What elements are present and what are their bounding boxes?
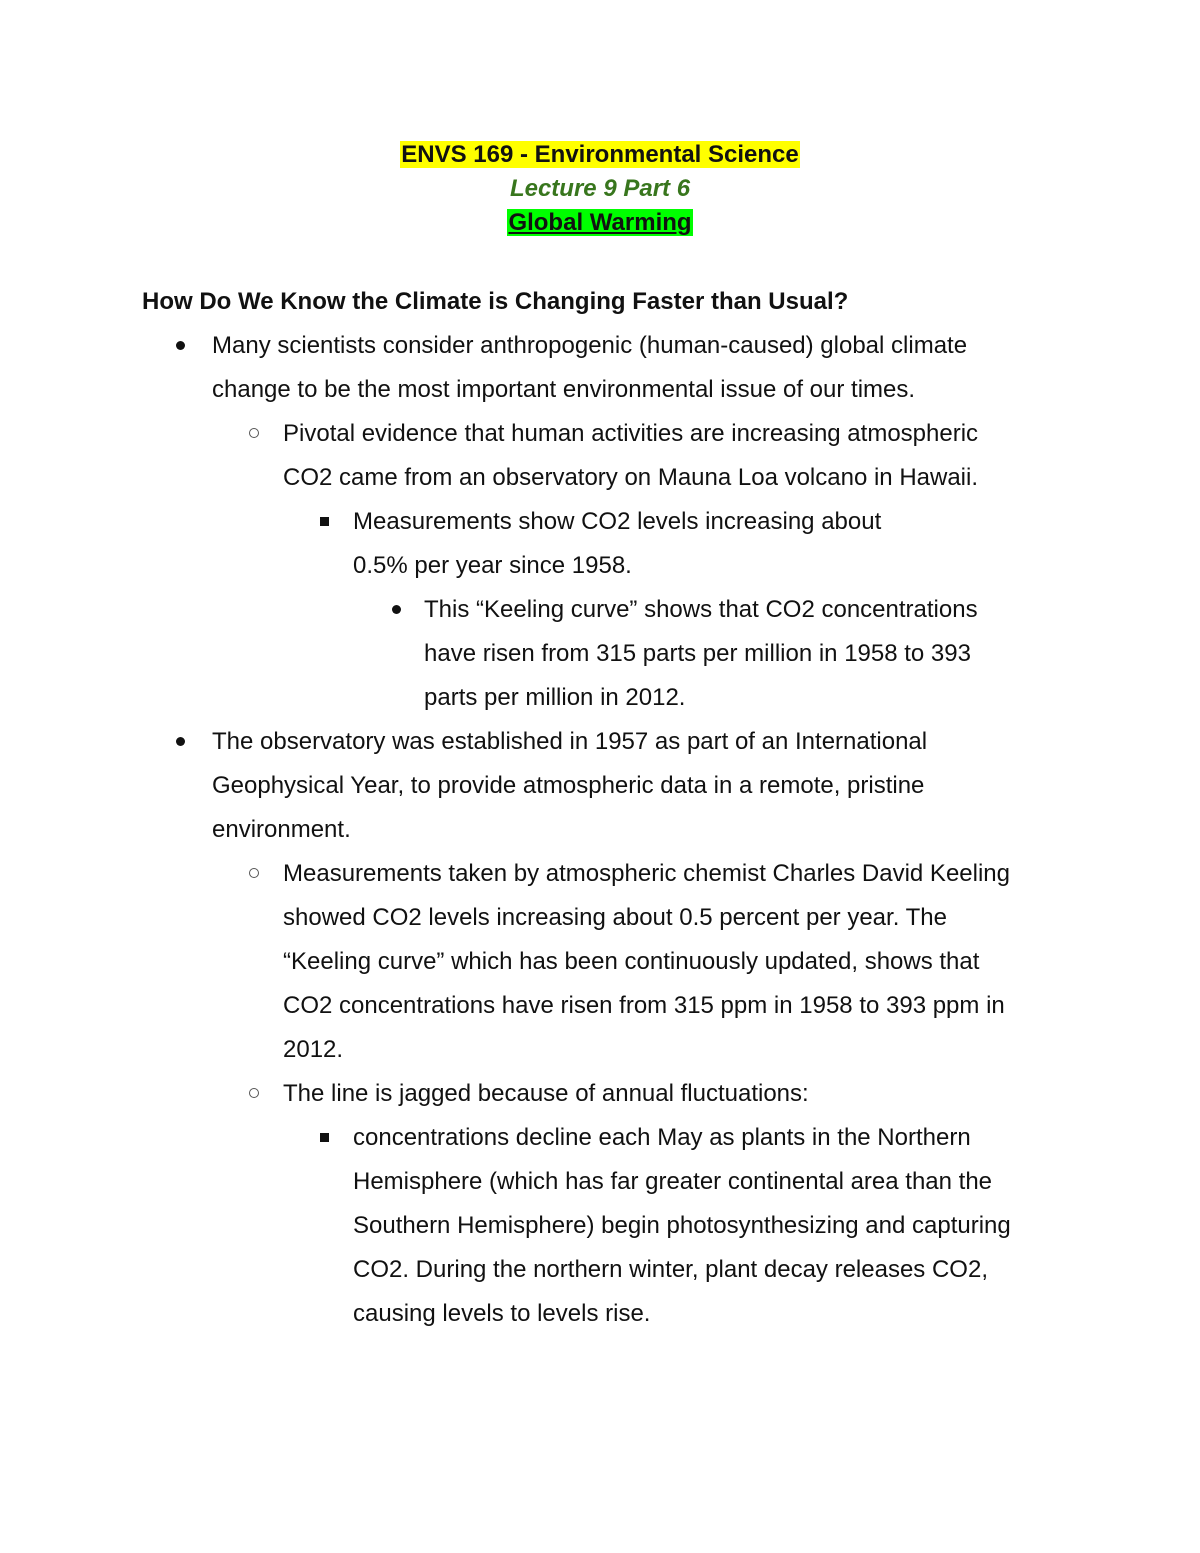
lecture-subtitle: Lecture 9 Part 6: [509, 175, 691, 202]
list-item-text: [283, 852, 1200, 1072]
list-item-line: CO2 came from an observatory on Mauna Loa volcano in Hawaii.: [283, 464, 979, 491]
list-item-line: Southern Hemisphere) begin photosynthesizing and capturing: [353, 1212, 1011, 1239]
list-item: [0, 412, 1200, 500]
list-item: [0, 1116, 1200, 1336]
list-item-line: showed CO2 levels increasing about 0.5 percent per year. The: [283, 904, 947, 931]
list-item-line: parts per million in 2012.: [424, 684, 686, 711]
hollow-circle-bullet-icon: [249, 868, 259, 878]
square-bullet-icon: [320, 517, 329, 526]
list-item-text: [283, 412, 1200, 500]
section-heading: How Do We Know the Climate is Changing Faster than Usual?: [142, 288, 849, 315]
list-item-line: Measurements taken by atmospheric chemist Charles David Keeling: [283, 860, 1010, 887]
list-item: [0, 1072, 1200, 1116]
list-item-text: [212, 324, 1200, 412]
list-item-text: [283, 1072, 1200, 1116]
list-item-text: [212, 720, 1200, 852]
topic-title: Global Warming: [508, 209, 692, 236]
list-item-line: CO2 concentrations have risen from 315 ppm in 1958 to 393 ppm in: [283, 992, 1005, 1019]
list-item-line: change to be the most important environmental issue of our times.: [212, 376, 916, 403]
filled-circle-bullet-icon: [176, 341, 185, 350]
list-item-line: CO2. During the northern winter, plant decay releases CO2,: [353, 1256, 988, 1283]
square-bullet-icon: [320, 1133, 329, 1142]
list-item-line: concentrations decline each May as plants in the Northern: [353, 1124, 971, 1151]
list-item-line: This “Keeling curve” shows that CO2 concentrations: [424, 596, 978, 623]
list-item-line: “Keeling curve” which has been continuously updated, shows that: [283, 948, 980, 975]
hollow-circle-bullet-icon: [249, 428, 259, 438]
course-title: ENVS 169 - Environmental Science: [401, 141, 799, 168]
list-item-line: Geophysical Year, to provide atmospheric data in a remote, pristine: [212, 772, 925, 799]
list-item-line: Measurements show CO2 levels increasing about: [353, 508, 882, 535]
list-item: [0, 588, 1200, 720]
list-item-line: Many scientists consider anthropogenic (human-caused) global climate: [212, 332, 968, 359]
hollow-circle-bullet-icon: [249, 1088, 259, 1098]
list-item: [0, 720, 1200, 852]
list-item: [0, 324, 1200, 412]
list-item-text: [353, 500, 1200, 588]
list-item-line: Hemisphere (which has far greater continental area than the: [353, 1168, 993, 1195]
list-item-line: Pivotal evidence that human activities are increasing atmospheric: [283, 420, 979, 447]
filled-circle-bullet-icon: [392, 605, 401, 614]
bullet-outline: [0, 324, 1200, 1336]
filled-circle-bullet-icon: [176, 737, 185, 746]
list-item-line: causing levels to levels rise.: [353, 1300, 651, 1327]
list-item-text: [353, 1116, 1200, 1336]
list-item: [0, 500, 1200, 588]
list-item-line: environment.: [212, 816, 351, 843]
list-item-text: [424, 588, 1200, 720]
list-item-line: The line is jagged because of annual fluctuations:: [283, 1080, 809, 1107]
list-item-line: have risen from 315 parts per million in 1958 to 393: [424, 640, 971, 667]
list-item-line: 2012.: [283, 1036, 344, 1063]
document-header: [0, 138, 1200, 240]
list-item: [0, 852, 1200, 1072]
list-item-line: The observatory was established in 1957 as part of an International: [212, 728, 928, 755]
list-item-line: 0.5% per year since 1958.: [353, 552, 632, 579]
